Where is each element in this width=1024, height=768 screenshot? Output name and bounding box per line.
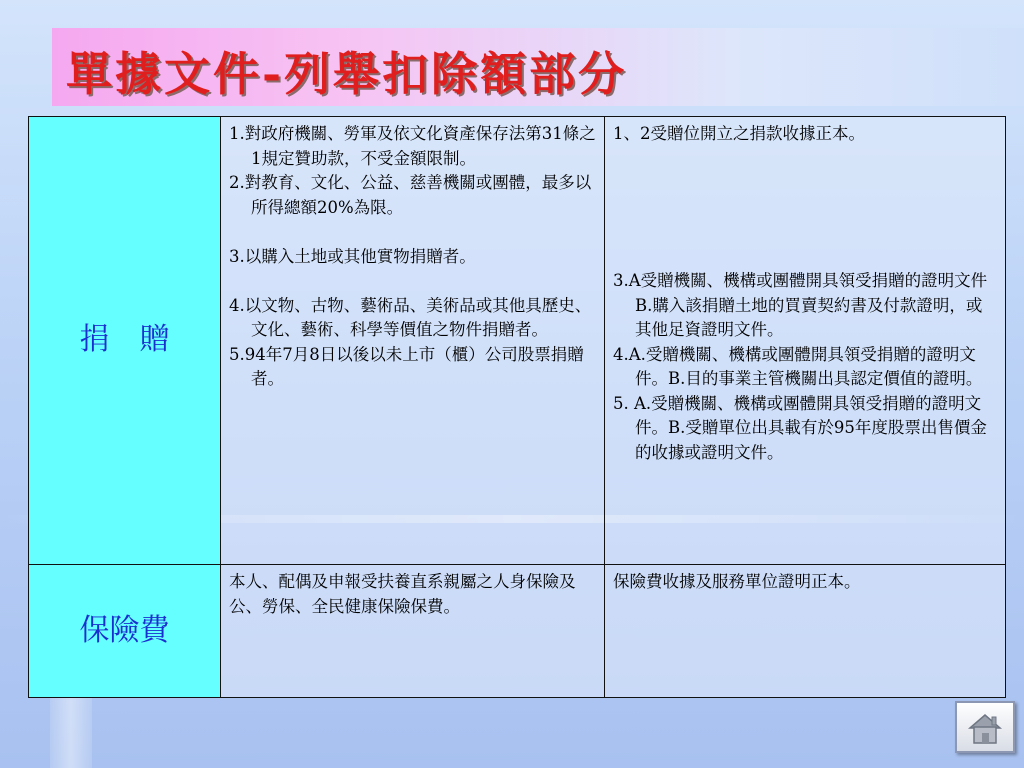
condition-item: 4.以文物、古物、藝術品、美術品或其他具歷史、文化、藝術、科學等價值之物件捐贈者。 — [229, 295, 592, 339]
condition-item: 1.對政府機關、勞軍及依文化資產保存法第31條之1規定贊助款，不受金額限制。 — [229, 124, 596, 168]
slide-title: 單據文件-列舉扣除額部分 — [66, 47, 628, 101]
category-cell-insurance: 保險費 — [29, 565, 221, 698]
spacer — [229, 220, 596, 245]
document-item: 保險費收據及服務單位證明正本。 — [613, 572, 861, 591]
deduction-documents-table — [28, 116, 1006, 698]
document-item: 3.A受贈機關、機構或團體開具領受捐贈的證明文件B.購入該捐贈土地的買賣契約書及付款證明，或其他足資證明文件。 — [613, 271, 988, 339]
condition-item: 2.對教育、文化、公益、慈善機關或團體，最多以所得總額20%為限。 — [229, 173, 592, 217]
conditions-cell-donation — [221, 117, 605, 565]
condition-item: 3.以購入土地或其他實物捐贈者。 — [229, 246, 476, 266]
spacer — [613, 171, 997, 196]
home-icon — [966, 709, 1004, 747]
spacer — [613, 196, 997, 221]
decorative-column — [50, 690, 92, 768]
spacer — [613, 147, 997, 172]
document-item: 4.A.受贈機關、機構或團體開具領受捐贈的證明文件。B.目的事業主管機關出具認定價值的證明。 — [613, 344, 983, 388]
document-item: 1、2受贈位開立之捐款收據正本。 — [613, 124, 865, 143]
category-cell-donation: 捐 贈 — [29, 117, 221, 565]
table-row-insurance — [29, 565, 1006, 698]
document-item: 5. A.受贈機關、機構或團體開具領受捐贈的證明文件。B.受贈單位出具載有於95年度股票出售價金的收據或證明文件。 — [613, 393, 987, 462]
documents-cell-insurance — [605, 565, 1006, 698]
conditions-cell-insurance — [221, 565, 605, 698]
documents-cell-donation — [605, 117, 1006, 565]
condition-item: 本人、配偶及申報受扶養直系親屬之人身保險及公、勞保、全民健康保險保費。 — [229, 572, 576, 616]
spacer — [613, 220, 997, 245]
condition-item: 5.94年7月8日以後以未上市（櫃）公司股票捐贈者。 — [229, 344, 584, 388]
table-row-donation — [29, 117, 1006, 565]
spacer — [229, 269, 596, 294]
spacer — [613, 245, 997, 270]
home-button[interactable] — [955, 701, 1015, 753]
